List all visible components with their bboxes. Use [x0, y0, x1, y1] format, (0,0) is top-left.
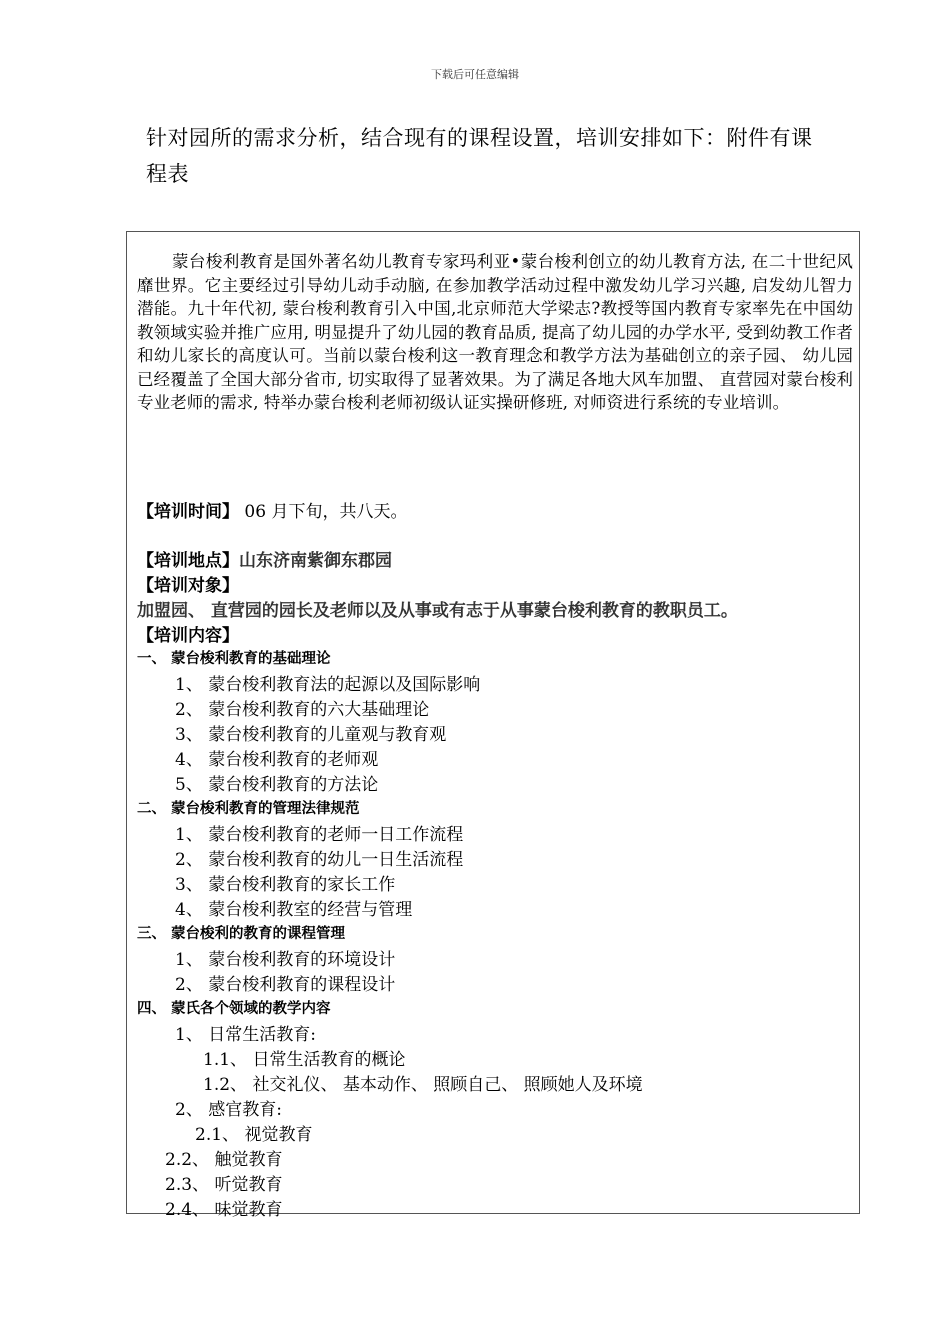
list-item: 1、 蒙台梭利教育的老师一日工作流程 [175, 825, 464, 845]
list-item: 2、 蒙台梭利教育的幼儿一日生活流程 [175, 850, 464, 870]
intro-text: 针对园所的需求分析，结合现有的课程设置，培训安排如下：附件有课程表 [146, 126, 813, 186]
page-header: 下载后可任意编辑 [431, 68, 519, 81]
section-heading: 二、 蒙台梭利教育的管理法律规范 [137, 800, 360, 817]
training-place-value: 山东济南紫御东郡园 [239, 551, 392, 571]
list-item: 2、 感官教育: [175, 1100, 282, 1120]
list-item: 1.1、 日常生活教育的概论 [203, 1050, 406, 1070]
training-place-label: 【培训地点】 [137, 551, 239, 571]
training-target-value: 加盟园、 直营园的园长及老师以及从事或有志于从事蒙台梭利教育的教职员工。 [137, 601, 738, 621]
list-item: 2.1、 视觉教育 [195, 1125, 313, 1145]
list-item: 1、 蒙台梭利教育的环境设计 [175, 950, 396, 970]
list-item: 4、 蒙台梭利教室的经营与管理 [175, 900, 413, 920]
training-target-label: 【培训对象】 [137, 576, 239, 596]
list-item: 1.2、 社交礼仪、 基本动作、 照顾自己、 照顾她人及环境 [203, 1075, 643, 1095]
list-item: 2.4、 味觉教育 [165, 1200, 283, 1220]
list-item: 2、 蒙台梭利教育的六大基础理论 [175, 700, 430, 720]
list-item: 1、 蒙台梭利教育法的起源以及国际影响 [175, 675, 481, 695]
list-item: 3、 蒙台梭利教育的儿童观与教育观 [175, 725, 447, 745]
list-item: 2.2、 触觉教育 [165, 1150, 283, 1170]
training-time-value: 06 月下旬，共八天。 [239, 502, 408, 522]
training-time [137, 497, 407, 522]
list-item: 4、 蒙台梭利教育的老师观 [175, 750, 379, 770]
training-time-label: 【培训时间】 [137, 502, 239, 522]
section-heading: 四、 蒙氏各个领域的教学内容 [137, 1000, 331, 1017]
training-content-label: 【培训内容】 [137, 626, 239, 646]
section-heading: 一、 蒙台梭利教育的基础理论 [137, 650, 331, 667]
list-item: 3、 蒙台梭利教育的家长工作 [175, 875, 396, 895]
training-place [137, 546, 392, 571]
list-item: 1、 日常生活教育: [175, 1025, 316, 1045]
section-heading: 三、 蒙台梭利的教育的课程管理 [137, 925, 346, 942]
content-box [126, 231, 860, 1220]
list-item: 2.3、 听觉教育 [165, 1175, 283, 1195]
list-item: 5、 蒙台梭利教育的方法论 [175, 775, 379, 795]
list-item: 2、 蒙台梭利教育的课程设计 [175, 975, 396, 995]
intro-paragraph: 蒙台梭利教育是国外著名幼儿教育专家玛利亚•蒙台梭利创立的幼儿教育方法, 在二十世纪风靡世界。它主要经过引导幼儿动手动脑, 在参加教学活动过程中激发幼儿学习兴趣, 启发幼儿智力潜能。九十年代初, 蒙台梭利教育引入中国,北京师范大学梁志?教授等国内教育专家率先在中国幼教领域实验并推广应用, 明显提升了幼儿园的教育品质, 提高了幼儿园的办学水平, 受到幼教工作者和幼儿家长的高度认可。当前以蒙台梭利这一教育理念和教学方法为基础创立的亲子园、 幼儿园已经覆盖了全国大部分省市, 切实取得了显著效果。为了满足各地大风车加盟、 直营园对蒙台梭利专业老师的需求, 特举办蒙台梭利老师初级认证实操研修班, 对师资进行系统的专业培训。 [137, 252, 853, 412]
